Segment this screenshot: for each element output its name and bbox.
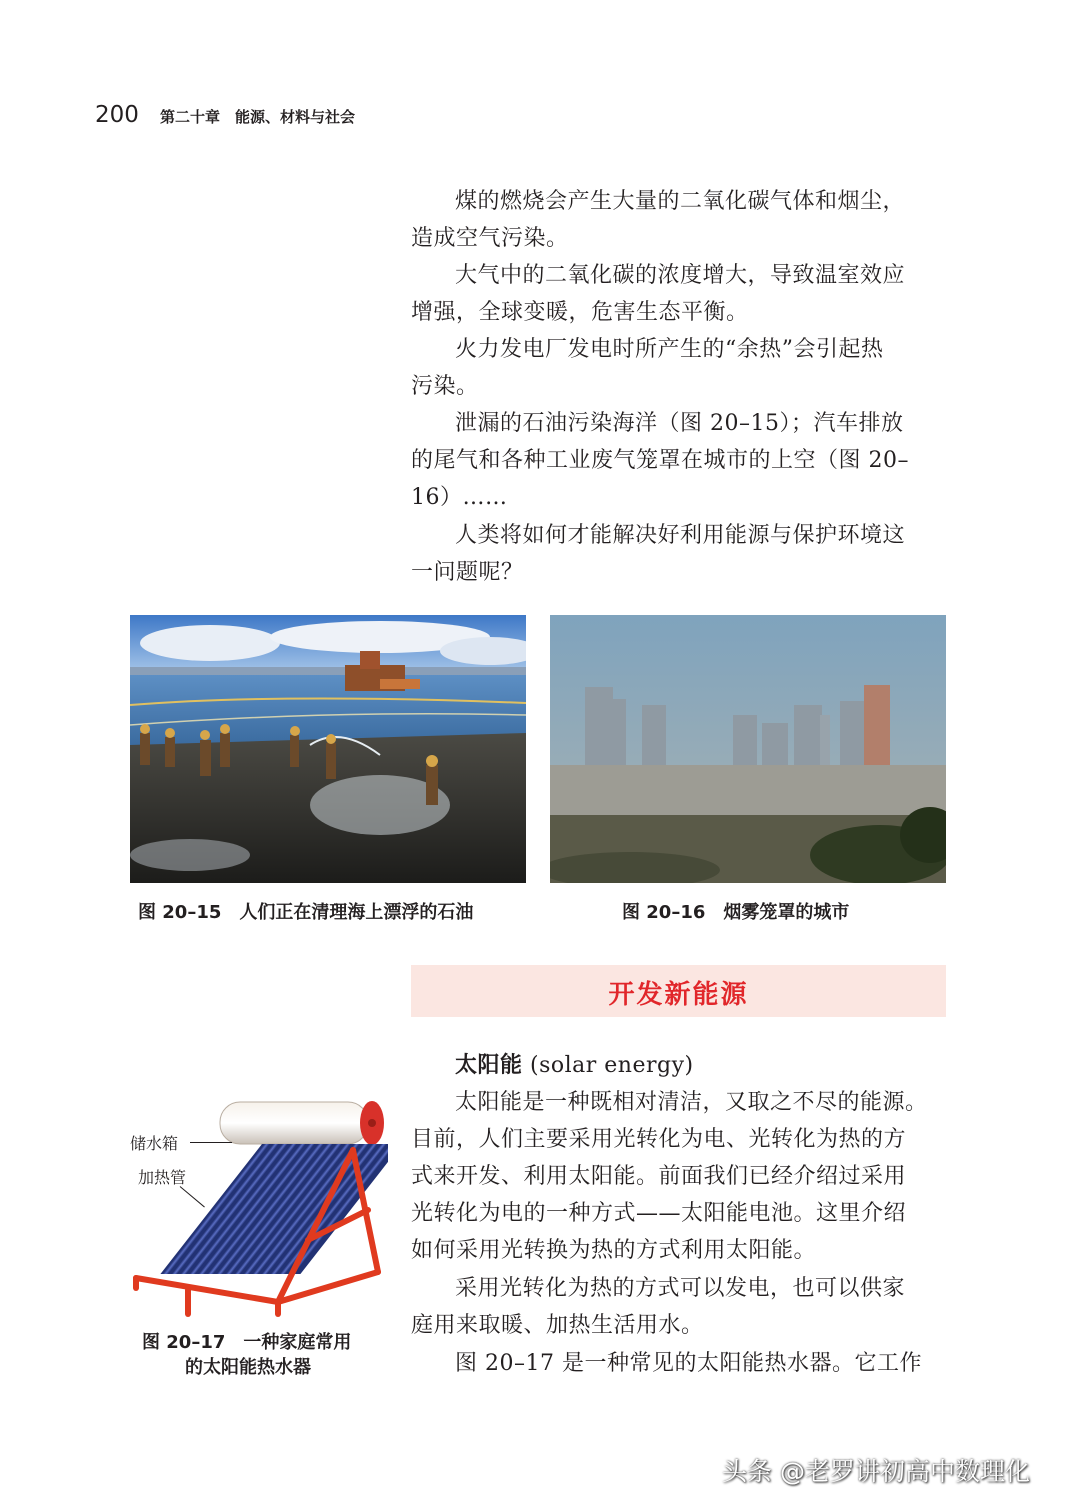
text-line: 一问题呢？ [411, 560, 524, 585]
text-line: 图 20–17 是一种常见的太阳能热水器。它工作 [455, 1351, 922, 1376]
text-line: 庭用来取暖、加热生活用水。 [411, 1313, 704, 1338]
text-line: 如何采用光转换为热的方式利用太阳能。 [411, 1238, 817, 1263]
solar-water-heater-illustration [128, 1090, 388, 1320]
smog-city-photo [550, 615, 946, 883]
figure-20-15-caption [138, 898, 473, 924]
text-line: 煤的燃烧会产生大量的二氧化碳气体和烟尘， [455, 189, 906, 214]
paragraph-solar-heater [411, 1345, 947, 1382]
figure-number: 图 20–17 [142, 1332, 226, 1353]
paragraph-greenhouse [411, 257, 947, 331]
storage-tank-leader-line [190, 1142, 232, 1143]
text-line: 火力发电厂发电时所产生的“余热”会引起热 [455, 337, 884, 362]
term: 太阳能 [455, 1053, 523, 1078]
watermark: 头条 @老罗讲初高中数理化 [722, 1457, 1030, 1486]
term-english: (solar energy) [522, 1053, 694, 1078]
paragraph-oil [411, 405, 947, 516]
figure-20-17-caption-line2: 的太阳能热水器 [185, 1357, 311, 1378]
text-line: 的尾气和各种工业废气笼罩在城市的上空（图 20– [411, 448, 909, 473]
paragraph-solar-heat [411, 1270, 947, 1344]
caption-text: 烟雾笼罩的城市 [723, 902, 850, 923]
text-line: 采用光转化为热的方式可以发电，也可以供家 [455, 1276, 906, 1301]
text-line: 造成空气污染。 [411, 226, 569, 251]
text-line: 太阳能是一种既相对清洁，又取之不尽的能源。 [455, 1090, 928, 1115]
figure-number: 图 20–16 [622, 902, 706, 923]
paragraph-question [411, 517, 947, 591]
text-line: 泄漏的石油污染海洋（图 20–15）；汽车排放 [455, 411, 904, 436]
page-number: 200 [95, 102, 139, 128]
heating-tube-label: 加热管 [138, 1168, 187, 1187]
storage-tank-label: 储水箱 [130, 1134, 179, 1153]
solar-energy-heading [411, 1047, 947, 1084]
text-line: 光转化为电的一种方式——太阳能电池。这里介绍 [411, 1201, 907, 1226]
figure-number: 图 20–15 [138, 902, 222, 923]
text-line: 增强，全球变暖，危害生态平衡。 [411, 300, 749, 325]
text-line: 大气中的二氧化碳的浓度增大，导致温室效应 [455, 263, 906, 288]
text-line: 目前，人们主要采用光转化为电、光转化为热的方 [411, 1127, 907, 1152]
figure-20-17-caption [142, 1328, 351, 1354]
text-line: 污染。 [411, 374, 479, 399]
caption-text: 一种家庭常用 [243, 1332, 352, 1353]
text-line: 式来开发、利用太阳能。前面我们已经介绍过采用 [411, 1164, 907, 1189]
oil-cleanup-photo [130, 615, 526, 883]
caption-text: 人们正在清理海上漂浮的石油 [239, 902, 474, 923]
section-title: 开发新能源 [608, 980, 749, 1010]
text-line: 人类将如何才能解决好利用能源与保护环境这 [455, 523, 906, 548]
paragraph-solar-intro [411, 1084, 947, 1269]
paragraph-coal [411, 183, 947, 257]
figure-20-16-caption [622, 898, 849, 924]
paragraph-heat [411, 331, 947, 405]
chapter-title: 第二十章 能源、材料与社会 [160, 108, 356, 126]
text-line: 16）…… [411, 485, 508, 510]
section-header [411, 965, 946, 1017]
